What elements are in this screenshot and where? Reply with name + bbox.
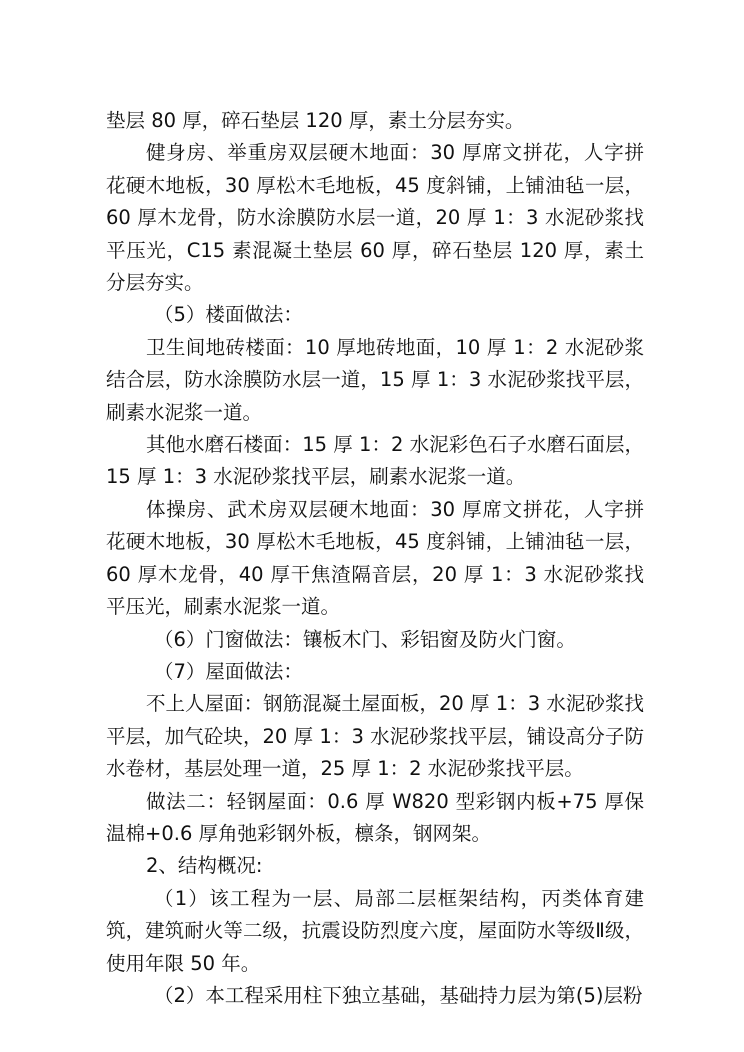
paragraph-gym-floor: 健身房、举重房双层硬木地面：30 厚席文拼花，人字拼花硬木地板，30 厚松木毛地板，45 度斜铺，上铺油毡一层，60 厚木龙骨，防水涂膜防水层一道，20 厚 1：3 水泥砂浆找平压光，C15 素混凝土垫层 60 厚，碎石垫层 120 厚，素土分层夯实。 [106,141,644,295]
heading-structure-overview: 2、结构概况: [146,854,263,878]
body-text [106,105,644,1012]
paragraph-structure-two: （2）本工程采用柱下独立基础，基础持力层为第(5)层粉 [154,983,643,1007]
heading-roof-method: （7）屋面做法： [154,659,303,683]
heading-floor-method: （5）楼面做法： [154,303,303,327]
paragraph-structure-one: （1）该工程为一层、局部二层框架结构，丙类体育建筑，建筑耐火等二级，抗震设防烈度六度，屋面防水等级Ⅱ级，使用年限 50 年。 [106,886,644,975]
paragraph-doors-windows: （6）门窗做法：镶板木门、彩铝窗及防火门窗。 [154,627,576,651]
paragraph-bathroom-floor: 卫生间地砖楼面：10 厚地砖地面，10 厚 1：2 水泥砂浆结合层，防水涂膜防水层一道，15 厚 1：3 水泥砂浆找平层，刷素水泥浆一道。 [106,335,644,424]
paragraph-gymnastics-floor: 体操房、武术房双层硬木地面：30 厚席文拼花，人字拼花硬木地板，30 厚松木毛地板，45 度斜铺，上铺油毡一层，60 厚木龙骨，40 厚干焦渣隔音层，20 厚 1：3 水泥砂浆找平压光，刷素水泥浆一道。 [106,497,644,619]
paragraph-roof-method-one: 不上人屋面：钢筋混凝土屋面板，20 厚 1：3 水泥砂浆找平层，加气砼块，20 厚 1：3 水泥砂浆找平层，铺设高分子防水卷材，基层处理一道，25 厚 1：2 水泥砂浆找平层。 [106,692,644,781]
paragraph-cushion-continuation: 垫层 80 厚，碎石垫层 120 厚，素土分层夯实。 [106,109,525,132]
paragraph-terrazzo-floor: 其他水磨石楼面：15 厚 1：2 水泥彩色石子水磨石面层，15 厚 1：3 水泥砂浆找平层，刷素水泥浆一道。 [106,433,644,489]
paragraph-roof-method-two: 做法二：轻钢屋面：0.6 厚 W820 型彩钢内板+75 厚保温棉+0.6 厚角弛彩钢外板，檩条，钢网架。 [106,789,644,845]
